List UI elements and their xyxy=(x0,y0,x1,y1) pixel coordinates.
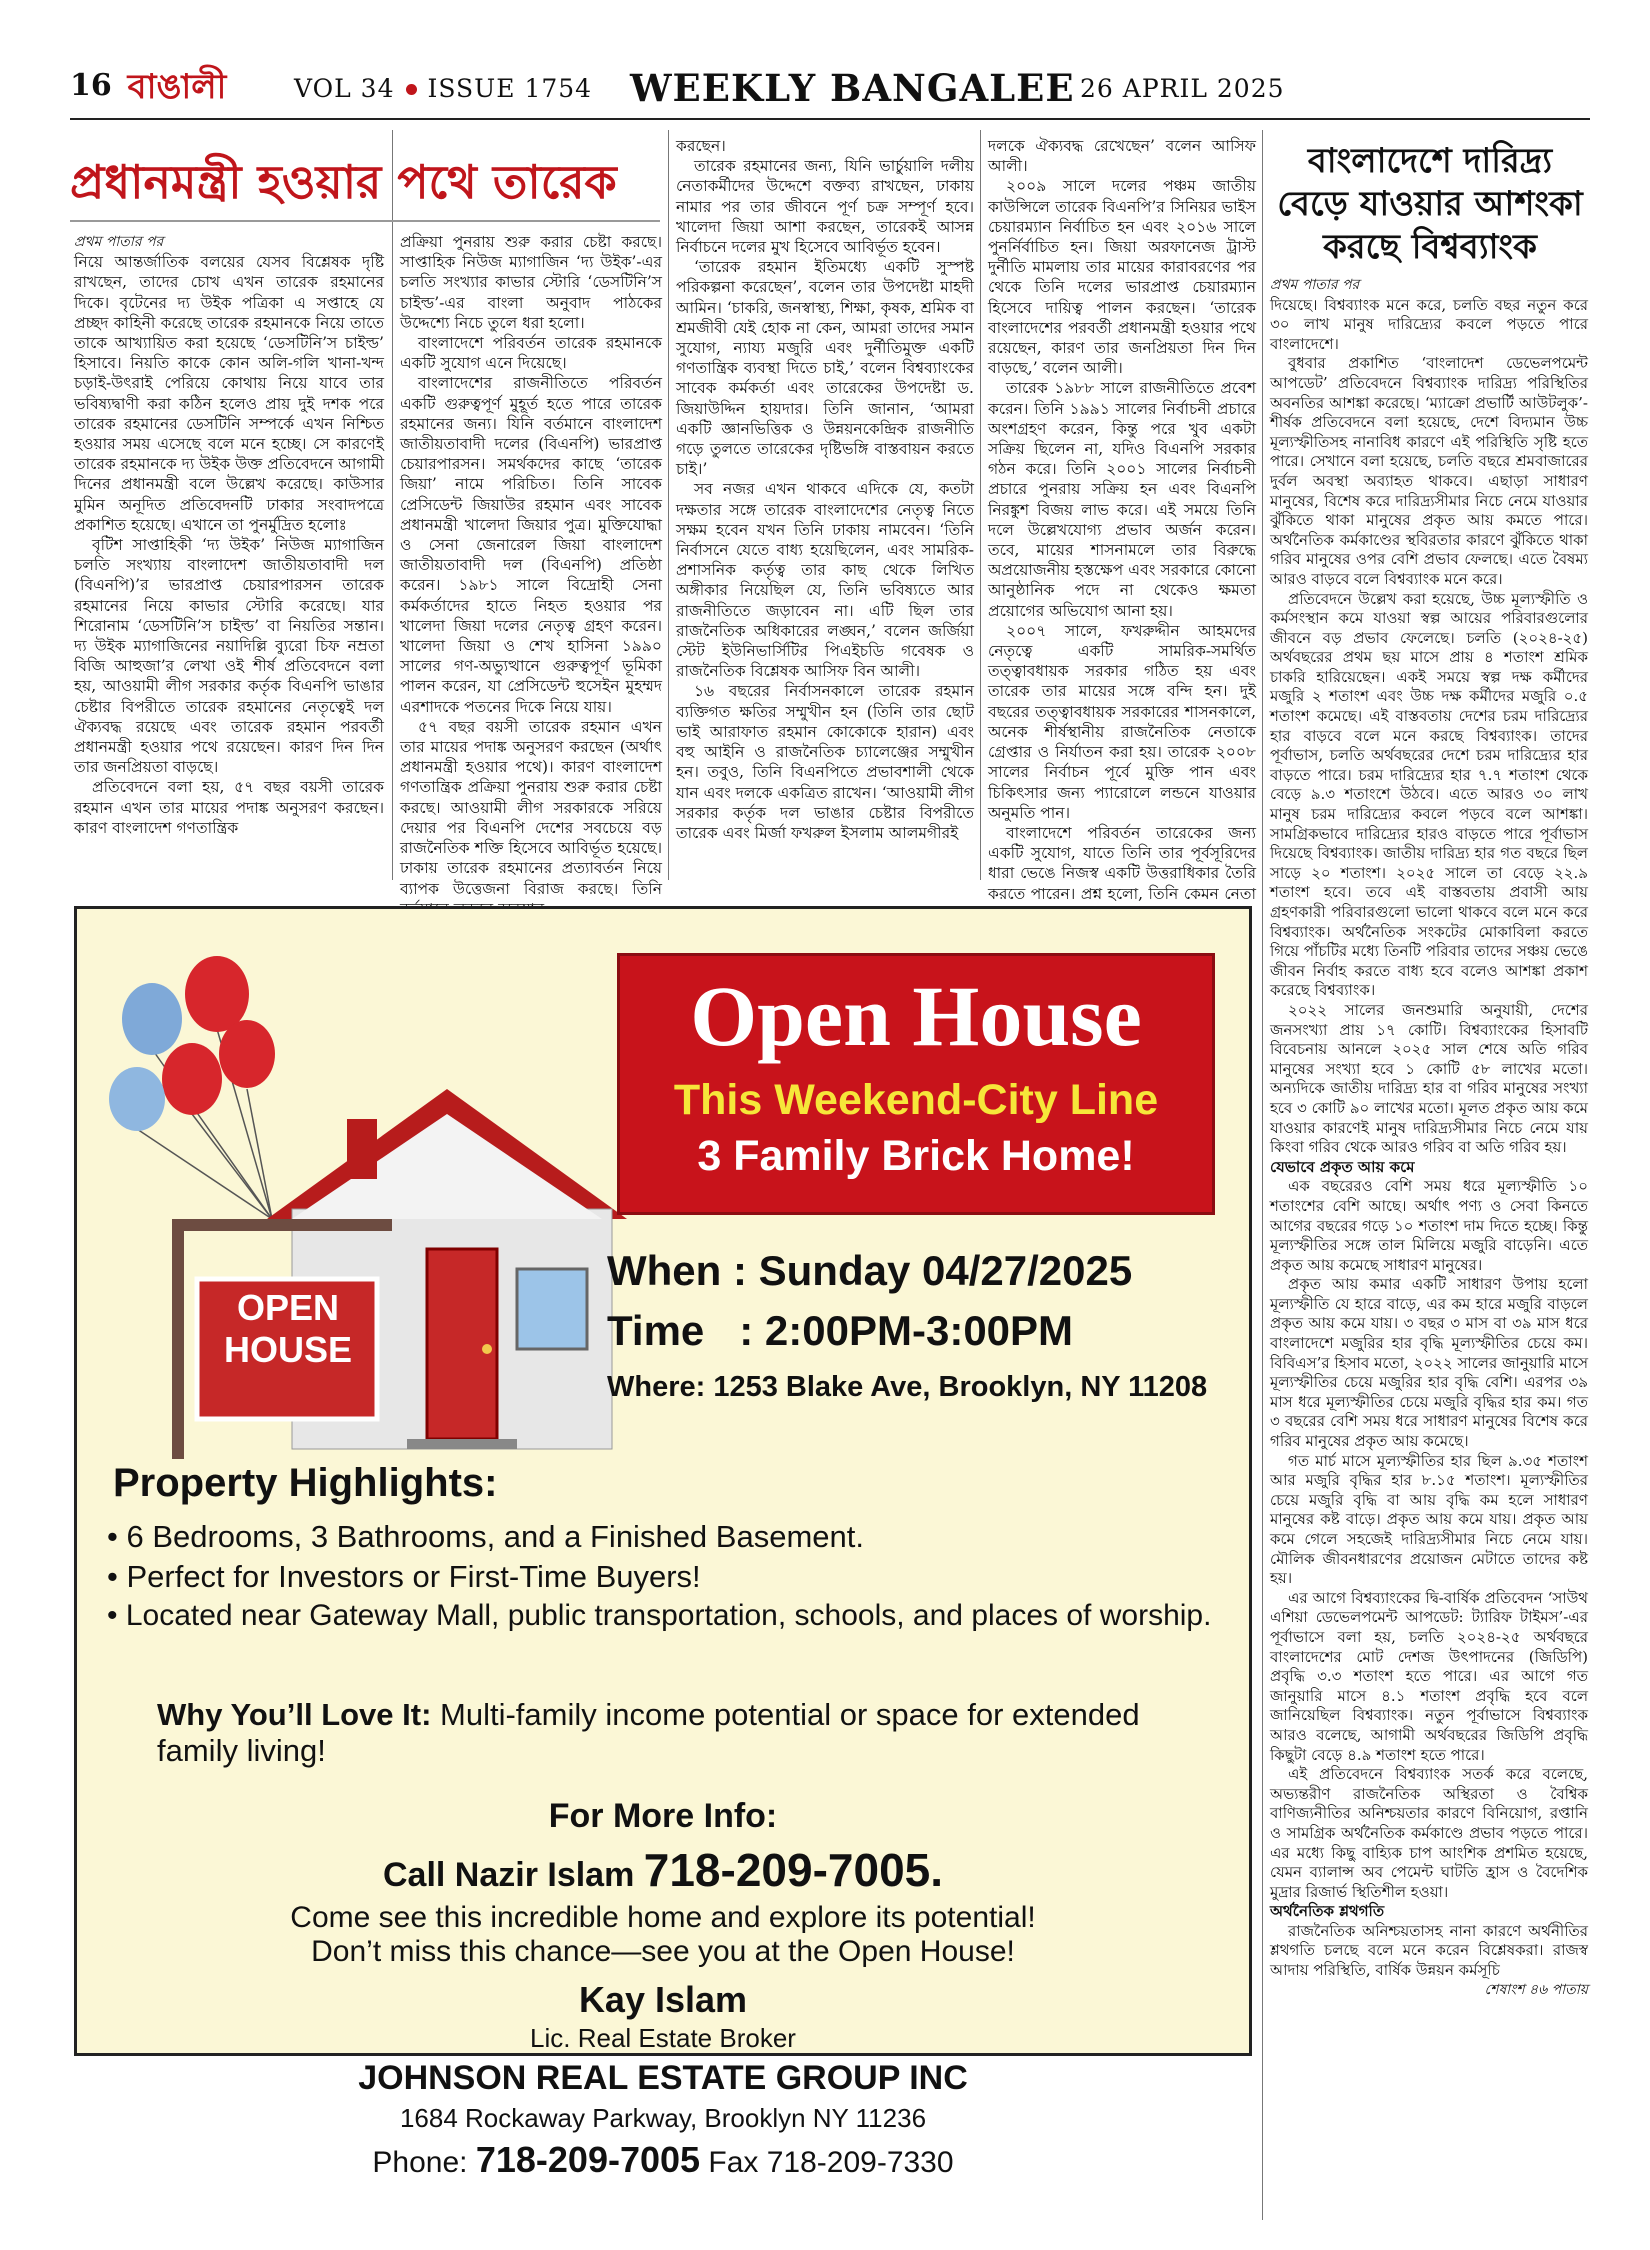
article-paragraph: ২০০৯ সালে দলের পঞ্চম জাতীয় কাউন্সিলে তারেক বিএনপি’র সিনিয়র ভাইস চেয়ারম্যান নির্বাচিত হন এবং ২০১৬ সালে পুনর্নির্বাচিত হন। জিয়া অরফানেজ ট্রাস্ট দুর্নীতি মামলায় তার মায়ের কারাবরণের পর থেকে তিনি দলের ভারপ্রাপ্ত চেয়ারম্যান হিসেবে দায়িত্ব পালন করছেন। ‘তারেক বাংলাদেশের পরবর্তী প্রধানমন্ত্রী হওয়ার পথে রয়েছেন, কারণ তার জনপ্রিয়তা দিন দিন বাড়ছে,’ বলেন আলী। xyxy=(988,177,1256,378)
article-paragraph: ১৬ বছরের নির্বাসনকালে তারেক রহমান ব্যক্তিগত ক্ষতির সম্মুখীন হন (তিনি তার ছোট ভাই আরাফাত রহমান কোকোকে হারান) এবং বহু আইনি ও রাজনৈতিক চ্যালেঞ্জের সম্মুখীন হন। তবুও, তিনি বিএনপিতে প্রভাবশালী থেকে যান এবং দলকে একত্রিত রাখেন। ‘আওয়ামী লীগ সরকার কর্তৃক দল ভাঙার চেষ্টার বিপরীতে তারেক এবং মির্জা ফখরুল ইসলাম আলমগীরই xyxy=(676,682,974,842)
event-date: When : Sunday 04/27/2025 xyxy=(607,1247,1133,1294)
closing-text xyxy=(77,1901,1249,1969)
open-house-advertisement xyxy=(74,906,1252,2180)
lead-headline: প্রধানমন্ত্রী হওয়ার পথে তারেক xyxy=(70,155,617,209)
column-divider xyxy=(392,130,393,880)
article-paragraph: ৫৭ বছর বয়সী তারেক রহমান এখন তার মায়ের পদাঙ্ক অনুসরণ করছেন (অর্থাৎ প্রধানমন্ত্রী হওয়ার পথে)। কারণ বাংলাদেশ গণতান্ত্রিক প্রক্রিয়া পুনরায় শুরু করার চেষ্টা করছে। আওয়ামী লীগ সরকারকে সরিয়ে দেয়ার পর বিএনপি দেশের সবচেয়ে বড় রাজনৈতিক শক্তি হিসেবে আবির্ভূত হয়েছে। ঢাকায় তারেক রহমানের প্রত্যাবর্তন নিয়ে ব্যাপক উত্তেজনা বিরাজ করছে। তিনি xyxy=(400,717,662,898)
closing-line-1: Come see this incredible home and explore its potential! xyxy=(290,1901,1036,1934)
article-paragraph: এক বছরেরও বেশি সময় ধরে মূল্যস্ফীতি ১০ শতাংশের বেশি আছে। অর্থাৎ পণ্য ও সেবা কিনতে আগের বছরের গড়ে ১০ শতাংশ দাম দিতে হচ্ছে। কিন্তু মূল্যস্ফীতির সঙ্গে তাল মিলিয়ে মজুরি বাড়েনি। এতে প্রকৃত আয় কমেছে সাধারণ মানুষের। xyxy=(1270,1177,1588,1274)
article-paragraph: তারেক ১৯৮৮ সালে রাজনীতিতে প্রবেশ করেন। তিনি ১৯৯১ সালের নির্বাচনী প্রচারে অংশগ্রহণ করেন, কিন্তু পরে খুব একটা সক্রিয় ছিলেন না, যদিও বিএনপি সরকার গঠন করে। তিনি ২০০১ সালের নির্বাচনী প্রচারে পুনরায় সক্রিয় হন এবং বিএনপি নিরঙ্কুশ বিজয় লাভ করে। এই সময়ে তিনি দলে উল্লেখযোগ্য প্রভাব অর্জন করেন। তবে, মায়ের শাসনামলে তার বিরুদ্ধে অপ্রয়োজনীয় হস্তক্ষেপ এবং সরকারে কোনো আনুষ্ঠানিক পদে না থেকেও ক্ষমতা প্রয়োগের অভিযোগ আনা হয়। xyxy=(988,379,1256,620)
article-paragraph: বাংলাদেশে পরিবর্তন তারেকের জন্য একটি সুযোগ, যাতে তিনি তার পূর্বসূরিদের ধারা ভেঙে নিজস্ব একটি উত্তরাধিকার তৈরি করতে পারেন। প্রশ্ন হলো, তিনি কেমন নেতা xyxy=(988,823,1256,903)
agent-title: Lic. Real Estate Broker xyxy=(530,2023,796,2053)
article-paragraph: দলকে ঐক্যবদ্ধ রেখেছেন’ বলেন আসিফ আলী। xyxy=(988,137,1256,176)
lead-article-column-3 xyxy=(676,136,974,872)
phone-line xyxy=(77,2139,1249,2181)
article-paragraph: করছেন। xyxy=(676,137,726,155)
right-article-column xyxy=(1270,276,1588,2050)
highlight-item: • Perfect for Investors or First-Time Buyers! xyxy=(107,1559,701,1594)
call-number: 718-209-7005. xyxy=(643,1844,944,1896)
volume: VOL 34 xyxy=(294,74,395,103)
article-paragraph: রাজনৈতিক অনিশ্চয়তাসহ নানা কারণে অর্থনীতির শ্লথগতি চলছে বলে মনে করেন বিশ্লেষকরা। রাজস্ব আদায় পরিস্থিতি, বার্ষিক উন্নয়ন কর্মসূচি xyxy=(1270,1921,1588,1980)
issue: ISSUE 1754 xyxy=(427,74,593,103)
article-paragraph: প্রতিবেদনে বলা হয়, ৫৭ বছর বয়সী তারেক রহমান এখন তার মায়ের পদাঙ্ক অনুসরণ করছেন। কারণ বাংলাদেশ গণতান্ত্রিক xyxy=(74,778,384,837)
article-paragraph: দিয়েছে। বিশ্বব্যাংক মনে করে, চলতি বছর নতুন করে ৩০ লাখ মানুষ দারিদ্র্যের কবলে পড়তে পারে বাংলাদেশে। xyxy=(1270,295,1588,353)
right-article-headline: বাংলাদেশে দারিদ্র্য বেড়ে যাওয়ার আশংকা করছে বিশ্বব্যাংক xyxy=(1277,141,1583,267)
article-paragraph: নিয়ে আন্তর্জাতিক বলয়ের যেসব বিশ্লেষক দৃষ্টি রাখছেন, তাদের চোখ এখন তারেক রহমানের দিকে। বৃটেনের দ্য উইক পত্রিকা এ সপ্তাহে যে প্রচ্ছদ কাহিনী করেছে তারেক রহমানকে নিয়ে তাতে তাকে আখ্যায়িত করা হয়েছে ‘ডেসটিনি’স চাইল্ড’ হিসাবে। নিয়তি কাকে কোন অলি-গলি খানা-খন্দ চড়াই-উৎরাই পেরিয়ে কোথায় নিয়ে যাবে তার ভবিষ্যদ্বাণী করা কঠিন হলেও প্রায় দুই দশক পরে তারেক রহমানের ডেসটিনি সম্পর্কে এখন নিশ্চিত হওয়ার সময় এসেছে বলে মনে হচ্ছে। সে কারণেই তারেক রহমানকে দ্য উইক উক্ত প্রতিবেদনে আগামী দিনের প্রধানমন্ত্রী বলে উল্লেখ করেছে। কাউসার মুমিন অনূদিত প্রতিবেদনটি ঢাকার সংবাদপত্রে প্রকাশিত হয়েছে। এখানে তা পুনর্মুদ্রিত হলোঃ xyxy=(74,253,385,534)
call-line xyxy=(77,1843,1249,1897)
logo-text: বাঙালী xyxy=(127,67,227,107)
section-subhead: যেভাবে প্রকৃত আয় কমে xyxy=(1270,1157,1415,1176)
closing-line-2: Don’t miss this chance—see you at the Open House! xyxy=(311,1935,1015,1968)
more-info-heading: For More Info: xyxy=(548,1797,778,1835)
phone-number: 718-209-7005 xyxy=(475,2139,701,2180)
column-divider xyxy=(980,130,981,880)
balloons-icon xyxy=(109,956,275,1219)
why-label: Why You’ll Love It: xyxy=(157,1697,432,1732)
why-text: Multi-family income potential or space for extended family living! xyxy=(157,1697,1140,1768)
page-number: 16 xyxy=(70,68,112,103)
lead-article-column-1 xyxy=(74,232,384,872)
banner-subtitle: This Weekend-City Line xyxy=(673,1076,1159,1124)
section-subhead: অর্থনৈতিক শ্লথগতি xyxy=(1270,1902,1385,1921)
sign-line-1: OPEN xyxy=(236,1287,340,1328)
page-header xyxy=(70,62,1590,112)
lead-article-column-2 xyxy=(400,232,662,898)
article-paragraph: ২০০৭ সালে, ফখরুদ্দীন আহমদের নেতৃত্বে একটি সামরিক-সমর্থিত তত্ত্বাবধায়ক সরকার গঠিত হয় এবং তারেক তার মায়ের সঙ্গে বন্দি হন। দুই বছরের তত্ত্বাবধায়ক সরকারের শাসনকালে, অনেক শীর্ষস্থানীয় রাজনৈতিক নেতাকে গ্রেপ্তার ও নির্যাতন করা হয়। তারেক ২০০৮ সালের নির্বাচন পূর্বে মুক্তি পান এবং চিকিৎসার জন্য প্যারোলে লন্ডনে যাওয়ার অনুমতি পান। xyxy=(988,621,1256,822)
volume-issue xyxy=(294,74,592,103)
why-love-it xyxy=(157,1697,1197,1769)
article-paragraph: গত মার্চ মাসে মূল্যস্ফীতির হার ছিল ৯.৩৫ শতাংশ আর মজুরি বৃদ্ধির হার ৮.১৫ শতাংশ। মূল্যস্ফীতির চেয়ে মজুরি বৃদ্ধি বা আয় বৃদ্ধি কম হলে সাধারণ মানুষের কষ্ট বাড়ে। প্রকৃত আয় কমে যায়। প্রকৃত আয় কমে গেলে সহজেই দারিদ্র্যসীমার নিচে নেমে যায়। মৌলিক জীবনধারণের প্রয়োজন মেটাতে তাদের কষ্ট হয়। xyxy=(1270,1451,1588,1588)
phone-prefix: Phone: xyxy=(372,2146,476,2179)
column-divider xyxy=(1262,130,1263,2220)
column-divider xyxy=(668,130,669,880)
sign-line-2: HOUSE xyxy=(223,1329,353,1370)
header-rule xyxy=(70,118,1590,120)
event-time: Time : 2:00PM-3:00PM xyxy=(607,1307,1074,1354)
open-house-banner xyxy=(617,953,1215,1215)
article-paragraph: বাংলাদেশে পরিবর্তন তারেক রহমানকে একটি সুযোগ এনে দিয়েছে। xyxy=(400,334,662,373)
article-paragraph: এর আগে বিশ্বব্যাংকের দ্বি-বার্ষিক প্রতিবেদন ‘সাউথ এশিয়া ডেভেলপমেন্ট আপডেট: ট্যারিফ টাইমস’-এর পূর্বাভাসে বলা হয়, চলতি ২০২৪-২৫ অর্থবছরে বাংলাদেশের মোট দেশজ উৎপাদনের (জিডিপি) প্রবৃদ্ধি ৩.৩ শতাংশ হতে পারে। এর আগে গত জানুয়ারি মাসে ৪.১ শতাংশ প্রবৃদ্ধি হবে বলে জানিয়েছিল বিশ্বব্যাংক। নতুন পূর্বাভাসে বিশ্বব্যাংক আরও বলেছে, আগামী অর্থবছরের জিডিপি প্রবৃদ্ধি কিছুটা বেড়ে ৪.৯ শতাংশ হতে পারে। xyxy=(1270,1588,1588,1764)
masthead: WEEKLY BANGALEE xyxy=(630,66,1075,110)
article-paragraph: প্রকৃত আয় কমার একটি সাধারণ উপায় হলো মূল্যস্ফীতি যে হারে বাড়ে, এর কম হারে মজুরি বাড়লে প্রকৃত আয় কমে যায়। ৩ বছর ৩ মাস বা ৩৯ মাস ধরে বাংলাদেশে মজুরির হার বৃদ্ধি মূল্যস্ফীতির চেয়ে কম। বিবিএস’র হিসাব মতো, ২০২২ সালের জানুয়ারি মাসে মূল্যস্ফীতির চেয়ে মজুরির হার বৃদ্ধি বেশি। এরপর ৩৯ মাস ধরে মূল্যস্ফীতির চেয়ে মজুরি বৃদ্ধির হার কম। গত ৩ বছরের বেশি সময় ধরে সাধারণ মানুষের বিশেষ করে গরিব মানুষের প্রকৃত আয় কমেছে। xyxy=(1270,1275,1588,1451)
article-paragraph: প্রতিবেদনে উল্লেখ করা হয়েছে, উচ্চ মূল্যস্ফীতি ও কর্মসংস্থান কমে যাওয়া স্বল্প আয়ের পরিবারগুলোর জীবনে বড় প্রভাব ফেলেছে। চলতি (২০২৪-২৫) অর্থবছরের প্রথম ছয় মাসে প্রায় ৪ শতাংশ শ্রমিক চাকরি হারিয়েছেন। একই সময়ে স্বল্প দক্ষ কর্মীদের মজুরি ২ শতাংশ এবং উচ্চ দক্ষ কর্মীদের মজুরি ০.৫ শতাংশ কমেছে। এই বাস্তবতায় দেশের চরম দারিদ্র্যের হার বাড়বে বলে মনে করছে বিশ্বব্যাংক। তাদের পূর্বাভাস, চলতি অর্থবছরের দেশে চরম দারিদ্র্যের হার বাড়তে পারে। চরম দারিদ্র্যের হার ৭.৭ শতাংশ থেকে বেড়ে ৯.৩ শতাংশে উঠবে। এতে আরও ৩০ লাখ মানুষ চরম দারিদ্র্যের কবলে পড়বে বলে আশঙ্কা। সামগ্রিকভাবে দারিদ্র্যের হারও বাড়তে পারে পূর্বাভাস দিয়েছে বিশ্বব্যাংক। জাতীয় দারিদ্র্য হার গত বছরে ছিল সাড়ে ২০ শতাংশ। ২০২৫ সালে তা বেড়ে ২২.৯ শতাংশ হবে। তবে এই বাস্তবতায় প্রবাসী আয় গ্রহণকারী পরিবারগুলো ভালো থাকবে বলে মনে করে বিশ্বব্যাংক। অর্থনৈতিক সংকটের মোকাবিলা করতে গিয়ে পাঁচটির মধ্যে তিনটি পরিবার তাদের সঞ্চয় ভেঙে জীবন নির্বাহ করতে বাধ্য হবে বলেও আশঙ্কা প্রকাশ করেছে বিশ্বব্যাংক। xyxy=(1270,589,1588,1000)
banner-property-type: 3 Family Brick Home! xyxy=(697,1132,1135,1180)
company-address: 1684 Rockaway Parkway, Brooklyn NY 11236 xyxy=(399,2103,927,2133)
highlights-title: Property Highlights: xyxy=(113,1461,498,1505)
call-prefix: Call Nazir Islam xyxy=(382,1856,644,1894)
lead-article-column-4 xyxy=(988,136,1256,903)
issue-date: 26 APRIL 2025 xyxy=(1080,74,1285,103)
article-paragraph: বুধবার প্রকাশিত ‘বাংলাদেশ ডেভেলপমেন্ট আপডেট’ প্রতিবেদনে বিশ্বব্যাংক দারিদ্র্য পরিস্থিতির অবনতির আশঙ্কা করেছে। ‘ম্যাক্রো প্রভার্টি আউটলুক’- শীর্ষক প্রতিবেদনে বলা হয়েছে, দেশে বিদ্যমান উচ্চ মূল্যস্ফীতিসহ নানাবিধ কারণে এই পরিস্থিতি সৃষ্টি হতে পারে। সেখানে বলা হয়েছে, চলতি বছরে শ্রমবাজারের দুর্বল অবস্থা অব্যাহত থাকবে। এছাড়া সাধারণ মানুষের, বিশেষ করে দারিদ্র্যসীমার নিচে নেমে যাওয়ার ঝুঁকিতে থাকা মানুষের প্রকৃত আয় কমতে পারে। অর্থনৈতিক কর্মকাণ্ডের স্থবিরতার কারণে ঝুঁকিতে থাকা গরিব মানুষের ওপর বেশি প্রভাব ফেলছে। এতে বৈষম্য আরও বাড়বে বলে বিশ্বব্যাংক মনে করে। xyxy=(1270,354,1588,588)
article-paragraph: বৃটিশ সাপ্তাহিকী ‘দ্য উইক’ নিউজ ম্যাগাজিন চলতি সংখ্যায় বাংলাদেশ জাতীয়তাবাদী দল (বিএনপি)’র ভারপ্রাপ্ত চেয়ারপারসন তারেক রহমানের নিয়ে কাভার স্টোরি করেছে। যার শিরোনাম ‘ডেসটিনি’স চাইল্ড’ বা নিয়তির সন্তান। দ্য উইক ম্যাগাজিনের নয়াদিল্লি ব্যুরো চিফ নম্রতা বিজি আহুজা’র লেখা ওই শীর্ষ প্রতিবেদনে বলা হয়, আওয়ামী লীগ সরকার কর্তৃক বিএনপি ভাঙার চেষ্টার বিপরীতে তারেক রহমানের নেতৃত্বেই দল ঐক্যবদ্ধ রয়েছে এবং তারেক রহমান পরবর্তী প্রধানমন্ত্রী হওয়ার পথে রয়েছেন। কারণ দিন দিন তার জনপ্রিয়তা বাড়ছে। xyxy=(74,536,384,777)
headline-rule xyxy=(70,220,660,222)
highlight-item: • 6 Bedrooms, 3 Bathrooms, and a Finished Basement. xyxy=(107,1519,864,1554)
company-name: JOHNSON REAL ESTATE GROUP INC xyxy=(358,2059,968,2097)
house-illustration xyxy=(97,919,597,1459)
open-house-sign xyxy=(202,1287,374,1371)
agent-name: Kay Islam xyxy=(578,1979,748,2020)
continued-label: প্রথম পাতার পর xyxy=(1270,277,1360,293)
continued-label: প্রথম পাতার পর xyxy=(74,234,164,250)
separator-dot xyxy=(406,84,417,95)
article-paragraph: বাংলাদেশের রাজনীতিতে পরিবর্তন একটি গুরুত্বপূর্ণ মুহূর্ত হতে পারে তারেক রহমানের জন্য। যিনি বর্তমানে বাংলাদেশ জাতীয়তাবাদী দলের (বিএনপি) ভারপ্রাপ্ত চেয়ারপারসন। সমর্থকদের কাছে ‘তারেক জিয়া’ নামে পরিচিত। তিনি সাবেক প্রেসিডেন্ট জিয়াউর রহমান এবং সাবেক প্রধানমন্ত্রী খালেদা জিয়ার পুত্র। মুক্তিযোদ্ধা ও সেনা জেনারেল জিয়া বাংলাদেশ জাতীয়তাবাদী দল (বিএনপি) প্রতিষ্ঠা করেন। ১৯৮১ সালে বিদ্রোহী সেনা কর্মকর্তাদের হাতে নিহত হওয়ার পর খালেদা জিয়া দলের নেতৃত্ব গ্রহণ করেন। খালেদা জিয়া ও শেখ হাসিনা ১৯৯০ সালের গণ-অভ্যুত্থানে গুরুত্বপূর্ণ ভূমিকা পালন করেন, যা প্রেসিডেন্ট হুসেইন মুহম্মদ এরশাদকে পতনের দিকে নিয়ে যায়। xyxy=(400,374,662,716)
article-paragraph: এই প্রতিবেদনে বিশ্বব্যাংক সতর্ক করে বলেছে, অভ্যন্তরীণ রাজনৈতিক অস্থিরতা ও বৈশ্বিক বাণিজ্যনীতির অনিশ্চয়তার কারণে বিনিয়োগ, রপ্তানি ও সামগ্রিক অর্থনৈতিক কর্মকাণ্ডে প্রভাব পড়তে পারে। এর মধ্যে কিছু বাহ্যিক চাপ আংশিক প্রশমিত হয়েছে, যেমন ব্যালান্স অব পেমেন্ট ঘাটতি হ্রাস ও বৈদেশিক মুদ্রার রিজার্ভ স্থিতিশীল হওয়া। xyxy=(1270,1765,1588,1901)
article-paragraph: ‘তারেক রহমান ইতিমধ্যে একটি সুস্পষ্ট পরিকল্পনা করেছেন’, বলেন তার উপদেষ্টা মাহদী আমিন। ‘চাকরি, জনস্বাস্থ্য, শিক্ষা, কৃষক, শ্রমিক বা শ্রমজীবী যেই হোক না কেন, আমরা তাদের সমান সুযোগ, ন্যায্য মজুরি এবং দুর্নীতিমুক্ত একটি গণতান্ত্রিক ব্যবস্থা দিতে চাই,’ বলেন বিশ্বব্যাংকের সাবেক কর্মকর্তা এবং তারেকের উপদেষ্টা ড. জিয়াউদ্দিন হায়দার। তিনি জানান, ‘আমরা একটি জ্ঞানভিত্তিক ও উন্নয়নকেন্দ্রিক রাজনীতি গড়ে তুলতে তারেকের দৃষ্টিভঙ্গি বাস্তবায়ন করতে চাই।’ xyxy=(676,258,974,479)
article-paragraph: প্রক্রিয়া পুনরায় শুরু করার চেষ্টা করছে। সাপ্তাহিক নিউজ ম্যাগাজিন ‘দ্য উইক’-এর চলতি সংখ্যার কাভার স্টোরি ‘ডেসটিনি’স চাইল্ড’-এর বাংলা অনুবাদ পাঠকের উদ্দেশ্যে নিচে তুলে ধরা হলো। xyxy=(400,233,662,332)
article-paragraph: সব নজর এখন থাকবে এদিকে যে, কতটা দক্ষতার সঙ্গে তারেক বাংলাদেশের নেতৃত্ব নিতে সক্ষম হবেন যখন তিনি ঢাকায় নামবেন। ‘তিনি নির্বাসনে যেতে বাধ্য হয়েছিলেন, এবং সামরিক-প্রশাসনিক কর্তৃত্ব তার কাছ থেকে লিখিত অঙ্গীকার নিয়েছিল যে, তিনি ভবিষ্যতে আর রাজনীতিতে জড়াবেন না। এটি ছিল তার রাজনৈতিক অধিকারের লঙ্ঘন,’ বলেন জর্জিয়া স্টেট ইউনিভার্সিটির পিএইচডি গবেষক ও রাজনৈতিক বিশ্লেষক আসিফ বিন আলী। xyxy=(676,480,974,681)
article-paragraph: ২০২২ সালের জনশুমারি অনুযায়ী, দেশের জনসংখ্যা প্রায় ১৭ কোটি। বিশ্বব্যাংকের হিসাবটি বিবেচনায় আনলে ২০২৫ সাল শেষে অতি গরিব মানুষের সংখ্যা হবে ১ কোটি ৫৮ লাখের মতো। অন্যদিকে জাতীয় দারিদ্র্য হার বা গরিব মানুষের সংখ্যা হবে ৩ কোটি ৯০ লাখের মতো। মূলত প্রকৃত আয় কমে যাওয়ার কারণেই মানুষ দারিদ্র্যসীমার নিচে নেমে যায় কিংবা গরিব থেকে আরও গরিব বা অতি গরিব হয়। xyxy=(1270,1000,1588,1157)
event-location: Where: 1253 Blake Ave, Brooklyn, NY 11208 xyxy=(607,1371,1208,1403)
fax-number: Fax 718-209-7330 xyxy=(700,2146,954,2179)
article-paragraph: তারেক রহমানের জন্য, যিনি ভার্চুয়ালি দলীয় নেতাকর্মীদের উদ্দেশে বক্তব্য রাখছেন, ঢাকায় নামার পর তার জীবনে পূর্ণ চক্র সম্পূর্ণ হবে। খালেদা জিয়া আশা করছেন, তারেকই আসন্ন নির্বাচনে দলের মুখ হিসেবে আবির্ভূত হবেন। xyxy=(676,157,974,257)
highlight-item: • Located near Gateway Mall, public transportation, schools, and places of worship. xyxy=(107,1599,1212,1632)
continued-footer: শেষাংশ ৪৬ পাতায় xyxy=(1484,1981,1588,1998)
banner-title: Open House xyxy=(690,968,1142,1064)
newspaper-logo xyxy=(122,62,232,108)
